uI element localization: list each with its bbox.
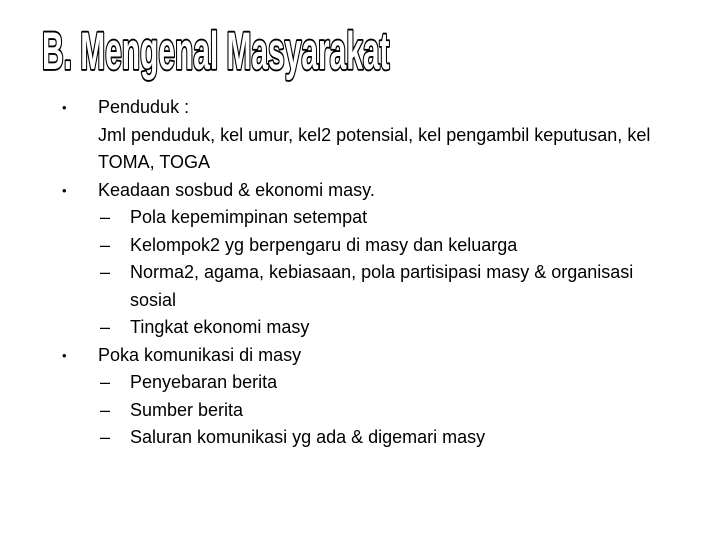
- bullet-marker: •: [62, 100, 67, 115]
- slide-title: [40, 22, 400, 82]
- bullet-text: Poka komunikasi di masy: [98, 344, 302, 365]
- bullet-continuation: Jml penduduk, kel umur, kel2 potensial, kel pengambil keputusan, kel TOMA, TOGA: [98, 124, 651, 172]
- sub-list: [98, 204, 668, 342]
- bullet-marker: •: [62, 347, 67, 363]
- sub-item: [98, 259, 668, 314]
- sub-item-text: Sumber berita: [130, 399, 244, 420]
- bullet-list: [58, 94, 668, 452]
- sub-item-text: Norma2, agama, kebiasaan, pola partisipasi masy & organisasi sosial: [130, 262, 634, 310]
- bullet-item-sosbud: [58, 177, 668, 342]
- slide-title-graphic: [40, 22, 400, 82]
- sub-item: [98, 424, 668, 452]
- sub-item-text: Pola kepemimpinan setempat: [130, 207, 368, 227]
- dash-marker: –: [100, 399, 111, 420]
- bullet-marker: •: [62, 182, 67, 198]
- bullet-item-penduduk: [58, 94, 668, 177]
- sub-item-text: Penyebaran berita: [130, 372, 278, 392]
- sub-item: [98, 204, 668, 232]
- dash-marker: –: [100, 372, 111, 392]
- sub-item-text: Kelompok2 yg berpengaru di masy dan keluarga: [130, 234, 518, 255]
- sub-item: [98, 232, 668, 260]
- sub-item-text: Saluran komunikasi yg ada & digemari masy: [130, 427, 486, 447]
- dash-marker: –: [100, 234, 111, 255]
- dash-marker: –: [100, 317, 111, 337]
- dash-marker: –: [100, 262, 111, 282]
- sub-item-text: Tingkat ekonomi masy: [130, 317, 310, 337]
- sub-item: [98, 369, 668, 397]
- dash-marker: –: [100, 427, 111, 447]
- slide-title-text: B. Mengenal Masyarakat: [42, 22, 390, 82]
- bullet-text: Keadaan sosbud & ekonomi masy.: [98, 179, 375, 200]
- sub-list: [98, 369, 668, 452]
- dash-marker: –: [100, 207, 111, 227]
- bullet-text: Penduduk :: [98, 97, 190, 117]
- sub-item: [98, 397, 668, 425]
- bullet-item-komunikasi: [58, 342, 668, 452]
- sub-item: [98, 314, 668, 342]
